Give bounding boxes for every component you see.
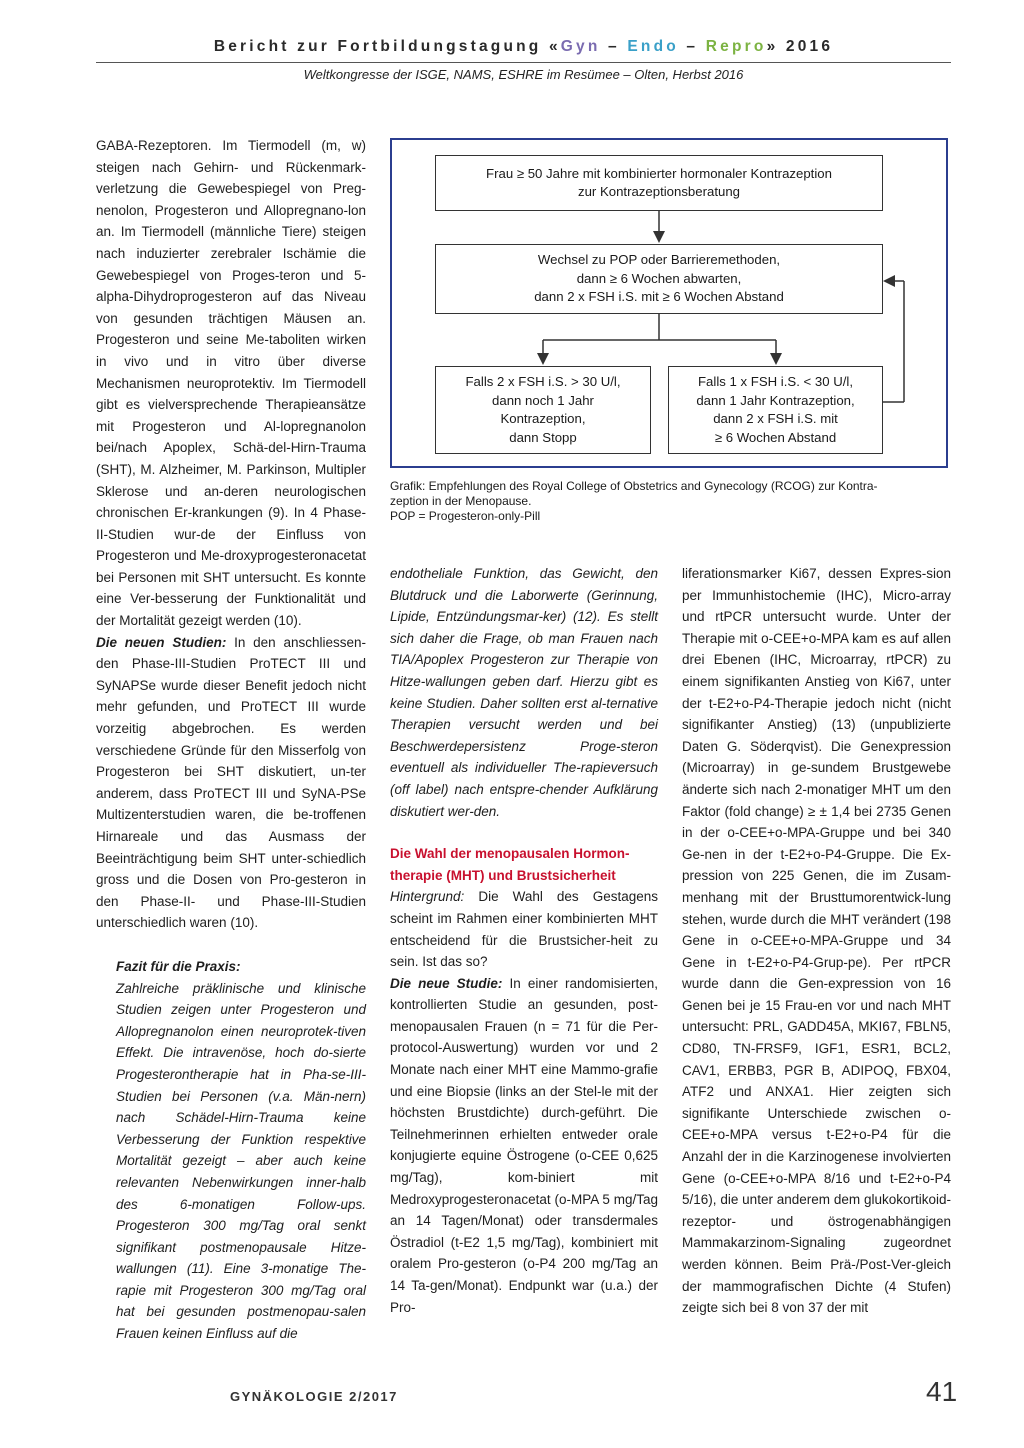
flow-box-start — [435, 155, 883, 211]
paragraph: endotheliale Funktion, das Gewicht, den Blutdruck und die Laborwerte (Gerinnung, Lipide, Entzündungsmar-ker) (12). Es stellt sich daher die Frage, ob man Frauen nach TIA/Apoplex Progesteron zur Therapie von Hitze-wallungen geben darf. Hierzu gibt es keine Studien. Daher sollten erst al-ternative Therapien versucht werden und bei Beschwerdepersistenz Proge-steron eventuell als individueller The-rapieversuch (off label) nach entspre-chender Aufklärung diskutiert wer-den. — [390, 566, 658, 819]
header-divider — [96, 62, 951, 63]
paragraph-text: In den anschliessen-den Phase-III-Studien ProTECT III und SyNAPSe wurde dieser Benefit jedoch nicht mehr gefunden, und ProTECT III wurde vorzeitig abgebrochen. Es werden verschiedene Gründe für den Misserfolg von Progesteron bei SHT diskutiert, un-ter anderem, dass ProTECT III und SyNA-PSe Multizenterstudien waren, die be-troffenen Hirnareale und das Ausmass der Beeinträchtigung beim SHT unter-schiedlich gross und die Dosen von Pro-gesteron in den Phase-II- und Phase-III-Studien unterschiedlich waren (10). — [96, 634, 366, 931]
fazit-text: Zahlreiche präklinische und klinische Studien zeigen unter Progesteron und Allopregnanolon einen neuroprotek-tiven Effekt. Die intravenöse, hoch do-sierte Progesterontherapie hat in Pha-se-III-Studien bei Personen (v.a. Män-nern) nach Schädel-Hirn-Trauma keine Verbesserung der Funktion respektive Mortalität gezeigt – aber auch keine relevanten Nebenwirkungen inner-halb des 6-monatigen Follow-ups. Progesteron 300 mg/Tag oral senkt signifikant postmenopausale Hitze-wallungen (11). Eine 3-monatige The-rapie mit Progesteron 300 mg/Tag oral hat bei gesunden postmenopau-salen Frauen keinen Einfluss auf die — [116, 980, 366, 1342]
caption-line: zeption in der Menopause. — [390, 494, 532, 508]
page-number: 41 — [926, 1376, 958, 1407]
paragraph-text: Die Wahl des Gestagens scheint im Rahmen einer kombinierten MHT entscheidend für die Brustsicher-heit zu sein. Ist das so? — [390, 889, 658, 970]
header-title-prefix: Bericht zur Fortbildungstagung « — [213, 38, 561, 55]
flow-box-line: Kontrazeption, — [500, 411, 586, 426]
flow-box-line: dann ≥ 6 Wochen abwarten, — [576, 270, 742, 286]
page-header-subtitle: Weltkongresse der ISGE, NAMS, ESHRE im Resümee – Olten, Herbst 2016 — [303, 67, 744, 82]
text-column-left — [96, 135, 366, 1345]
page-header-title — [96, 38, 951, 56]
figure-caption — [390, 479, 952, 524]
flow-box-low-fsh — [668, 366, 883, 454]
flow-box-line: dann 2 x FSH i.S. mit — [713, 411, 838, 426]
caption-line: POP = Progesteron-only-Pill — [390, 509, 541, 523]
text-column-middle — [390, 563, 658, 1318]
flow-box-line: Wechsel zu POP oder Barrieremethoden, — [537, 252, 781, 268]
paragraph — [96, 632, 366, 934]
flow-box-line: dann Stopp — [509, 429, 577, 445]
flow-box-line: zur Kontrazeptionsberatung — [577, 184, 740, 199]
paragraph: liferationsmarker Ki67, dessen Expres-sion per Immunhistochemie (IHC), Micro-array und rtPCR untersucht wurde. Unter der Therapie mit o-CEE+o-MPA kam es auf allen drei Ebenen (IHC, Microarray, rtPCR) zu einem signifikanten Anstieg von Ki67, unter der t-E2+o-P4-Therapie jedoch nicht (nicht signifikanter Anstieg) (13) (unpublizierte Daten G. Söderqvist). Die Genexpression (Microarray) in ge-sundem Brustgewebe änderte sich nach 2-monatiger MHT um den Faktor (fold change) ≥ ± 1,4 bei 2735 Genen in der o-CEE+o-MPA-Gruppe und bei 340 Ge-nen in der t-E2+o-P4-Gruppe. Die Ex-pression von 225 Genen, die im Zusam-menhang mit der Brusttumorentwick-lung stehen, wurde durch die MHT verändert (198 Gene in o-CEE+o-MPA-Gruppe und 34 Gene in t-E2+o-P4-Grup-pe). Per rtPCR wurde dann die Gen-expression von 16 Genen bei je 15 Frau-en vor und nach MHT untersucht: PRL, GADD45A, MKI67, FBLN5, CD80, TN-FRSF9, IGF1, ESR1, BCL2, CAV1, ERBB3, PGR B, ADIPOQ, FBX04, ATF2 und ANXA1. Hier zeigten sich signifikante Unterschiede zwischen o-CEE+o-MPA versus t-E2+o-P4 für die Anzahl der in die Karzinogenese involvierten Gene (o-CEE+o-MPA 8/16 und t-E2+o-P4 5/16), die unter anderem dem glukokortikoid-rezeptor- und östrogenabhängigen Mammakarzinom-Signaling zugeordnet werden können. Beim Prä-/Post-Ver-gleich der mammografischen Dichte (4 Stufen) zeigte sich bei 8 von 37 der mit — [682, 566, 951, 1316]
flow-box-line: dann 2 x FSH i.S. mit ≥ 6 Wochen Abstand — [534, 289, 784, 305]
paragraph — [390, 973, 658, 1319]
paragraph-text: In einer randomisierten, kontrollierten Studie an gesunden, post-menopausalen Frauen (n = 71 für die Per-protocol-Auswertung) wurden vor und 2 Monate nach einer MHT eine Mammo-grafie und eine Biopsie (links an der Stel-le mit der höchsten Brustdichte) durch-geführt. Die Teilnehmerinnen erhielten entweder orale konjugierte equine Östrogene (o-CEE 0,625 mg/Tag), kom-biniert mit Medroxyprogesteronacetat (o-MPA 5 mg/Tag an 14 Tagen/Monat) oder transdermales Östradiol (t-E2 1,5 mg/Tag), kombiniert mit oralem Pro-gesteron (o-P4 200 mg/Tag an 14 Ta-gen/Monat). Endpunkt war (u.a.) der Pro- — [390, 975, 659, 1315]
paragraph: GABA-Rezeptoren. Im Tiermodell (m, w) steigen nach Gehirn- und Rückenmark-verletzung die Gewebespiegel von Preg-nenolon, Progesteron und Allopregnano-lon an. Im Tiermodell (männliche Tiere) steigen nach induzierter zerebraler Ischämie die Gewebespiegel von Proges-teron und 5-alpha-Dihydroprogesteron auf das Niveau von gesunden trächtigen Mäusen an. Progesteron und seine Me-taboliten wirken in vivo und in vitro über diverse Mechanismen neuroprotektiv. Im Tiermodell gibt es vielversprechende Therapieansätze mit Progesteron und Al-lopregnanolon bei/nach Apoplex, Schä-del-Hirn-Trauma (SHT), M. Alzheimer, M. Parkinson, Multipler Sklerose und an-deren neurologischen chronischen Er-krankungen (9). In 4 Phase-II-Studien wur-de der Einfluss von Progesteron und Me-droxyprogesteronacetat bei Personen mit SHT untersucht. Es konnte eine Ver-besserung der Funktionalität und der Mortalität gezeigt werden (10). — [96, 138, 366, 629]
flow-box-switch — [435, 244, 883, 314]
journal-footer: GYNÄKOLOGIE 2/2017 — [230, 1389, 398, 1404]
section-heading: Die Wahl der menopausalen Hormon-therapie (MHT) und Brustsicherheit — [390, 846, 630, 883]
paragraph — [390, 886, 658, 972]
paragraph-lead: Die neue Studie: — [390, 975, 503, 991]
header-gyn: Gyn — [560, 38, 601, 55]
paragraph-lead: Die neuen Studien: — [96, 634, 227, 650]
header-endo: Endo — [627, 38, 679, 55]
flow-box-line: Falls 1 x FSH i.S. < 30 U/l, — [698, 374, 853, 389]
flow-box-line: Frau ≥ 50 Jahre mit kombinierter hormonaler Kontrazeption — [486, 165, 832, 181]
flowchart-figure — [390, 138, 948, 468]
flow-box-line: ≥ 6 Wochen Abstand — [714, 429, 837, 445]
text-column-right — [682, 563, 951, 1319]
caption-line: Grafik: Empfehlungen des Royal College of Obstetrics and Gynecology (RCOG) zur Kontra- — [390, 479, 878, 493]
fazit-heading: Fazit für die Praxis: — [116, 958, 241, 974]
header-repro: Repro — [705, 38, 767, 55]
header-dash: – — [600, 38, 628, 55]
flow-box-line: dann 1 Jahr Kontrazeption, — [696, 392, 855, 408]
flow-box-line: Falls 2 x FSH i.S. > 30 U/l, — [465, 374, 621, 389]
header-title-suffix: » 2016 — [766, 38, 834, 55]
paragraph-lead: Hintergrund: — [390, 889, 465, 905]
flow-box-high-fsh — [435, 366, 651, 454]
flow-box-line: dann noch 1 Jahr — [492, 392, 594, 408]
header-dash: – — [678, 38, 706, 55]
